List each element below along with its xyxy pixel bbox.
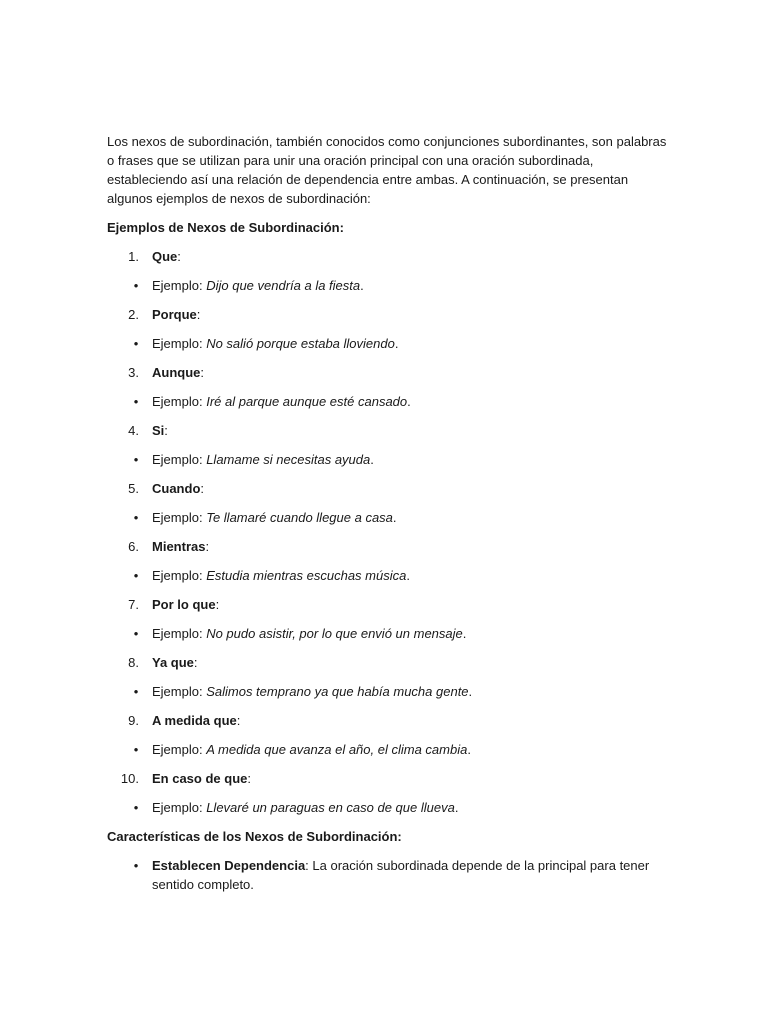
- characteristic-text: : La oración subordinada depende de la principal para tener sentido completo.: [152, 858, 650, 892]
- term-colon: :: [200, 481, 205, 496]
- sentence-end: .: [406, 568, 410, 583]
- term-colon: :: [200, 365, 205, 380]
- example-list-item: [107, 392, 667, 411]
- bullet-icon: •: [133, 800, 139, 815]
- list-number: 2.: [128, 307, 139, 322]
- nexo-term: Porque: [152, 307, 197, 322]
- examples-heading: Ejemplos de Nexos de Subordinación:: [107, 220, 344, 235]
- sentence-end: .: [392, 510, 397, 525]
- list-number: 6.: [128, 539, 139, 554]
- bullet-icon: •: [133, 684, 139, 699]
- sentence-end: .: [468, 684, 473, 699]
- nexo-list-item: [107, 305, 667, 324]
- document-content: [107, 132, 667, 904]
- example-list-item: [107, 450, 667, 469]
- nexo-list-item: [107, 653, 667, 672]
- list-number: 7.: [128, 597, 139, 612]
- list-number: 5.: [128, 481, 139, 496]
- example-sentence: No pudo asistir, por lo que envió un mensaje: [206, 626, 463, 641]
- intro-paragraph: Los nexos de subordinación, también conocidos como conjunciones subordinantes, son palabras o frases que se utilizan para unir una oración principal con una oración subordinada, estableciendo así una relación de dependencia entre ambas. A continuación, se presentan algunos ejemplos de nexos de subordinación:: [107, 134, 667, 206]
- bullet-icon: •: [133, 452, 139, 467]
- example-sentence: Dijo que vendría a la fiesta: [206, 278, 361, 293]
- nexo-list-item: [107, 769, 667, 788]
- list-number: 10.: [120, 771, 139, 786]
- example-prefix: Ejemplo:: [152, 394, 207, 409]
- example-sentence: No salió porque estaba lloviendo: [206, 336, 395, 351]
- example-list-item: [107, 682, 667, 701]
- sentence-end: .: [467, 742, 471, 757]
- bullet-icon: •: [133, 510, 139, 525]
- example-prefix: Ejemplo:: [152, 568, 207, 583]
- nexo-list-item: [107, 363, 667, 382]
- example-prefix: Ejemplo:: [152, 336, 207, 351]
- characteristic-item: [107, 856, 667, 894]
- term-colon: :: [236, 713, 241, 728]
- nexo-list-item: [107, 595, 667, 614]
- sentence-end: .: [370, 452, 374, 467]
- term-colon: :: [215, 597, 220, 612]
- sentence-end: .: [462, 626, 467, 641]
- list-number: 4.: [128, 423, 139, 438]
- example-sentence: Llevaré un paraguas en caso de que llueva: [206, 800, 455, 815]
- nexo-term: Ya que: [152, 655, 194, 670]
- nexo-list-item: [107, 711, 667, 730]
- example-prefix: Ejemplo:: [152, 278, 207, 293]
- characteristic-term: Establecen Dependencia: [152, 858, 306, 873]
- nexo-term: En caso de que: [152, 771, 248, 786]
- example-list-item: [107, 334, 667, 353]
- example-list-item: [107, 798, 667, 817]
- bullet-icon: •: [133, 568, 139, 583]
- characteristics-heading: Características de los Nexos de Subordinación:: [107, 829, 402, 844]
- bullet-icon: •: [133, 394, 139, 409]
- bullet-icon: •: [133, 626, 139, 641]
- bullet-icon: •: [133, 278, 139, 293]
- sentence-end: .: [394, 336, 399, 351]
- nexo-term: Cuando: [152, 481, 201, 496]
- term-colon: :: [205, 539, 210, 554]
- example-prefix: Ejemplo:: [152, 510, 207, 525]
- example-list-item: [107, 566, 667, 585]
- example-sentence: Salimos temprano ya que había mucha gente: [206, 684, 469, 699]
- example-sentence: Estudia mientras escuchas música: [206, 568, 407, 583]
- nexo-list-item: [107, 479, 667, 498]
- example-sentence: A medida que avanza el año, el clima cambia: [206, 742, 468, 757]
- example-list-item: [107, 508, 667, 527]
- example-list-item: [107, 740, 667, 759]
- example-prefix: Ejemplo:: [152, 684, 207, 699]
- nexo-list-item: [107, 247, 667, 266]
- list-number: 9.: [128, 713, 139, 728]
- example-list-item: [107, 276, 667, 295]
- example-sentence: Iré al parque aunque esté cansado: [206, 394, 408, 409]
- nexo-term: Que: [152, 249, 178, 264]
- nexo-term: Aunque: [152, 365, 201, 380]
- example-list-item: [107, 624, 667, 643]
- term-colon: :: [196, 307, 201, 322]
- nexo-list-item: [107, 537, 667, 556]
- term-colon: :: [193, 655, 198, 670]
- example-prefix: Ejemplo:: [152, 452, 207, 467]
- nexo-list-item: [107, 421, 667, 440]
- bullet-icon: •: [133, 336, 139, 351]
- nexo-term: Mientras: [152, 539, 206, 554]
- bullet-icon: •: [133, 742, 139, 757]
- characteristics-list: [107, 856, 667, 894]
- sentence-end: .: [407, 394, 411, 409]
- nexo-term: A medida que: [152, 713, 237, 728]
- example-sentence: Llamame si necesitas ayuda: [206, 452, 371, 467]
- term-colon: :: [247, 771, 251, 786]
- bullet-icon: •: [133, 858, 139, 873]
- nexo-term: Si: [152, 423, 165, 438]
- examples-list: [107, 247, 667, 817]
- term-colon: :: [177, 249, 181, 264]
- sentence-end: .: [360, 278, 364, 293]
- example-prefix: Ejemplo:: [152, 626, 207, 641]
- sentence-end: .: [454, 800, 459, 815]
- example-prefix: Ejemplo:: [152, 800, 207, 815]
- list-number: 8.: [128, 655, 139, 670]
- nexo-term: Por lo que: [152, 597, 216, 612]
- term-colon: :: [164, 423, 168, 438]
- example-sentence: Te llamaré cuando llegue a casa: [206, 510, 393, 525]
- list-number: 3.: [128, 365, 139, 380]
- example-prefix: Ejemplo:: [152, 742, 207, 757]
- list-number: 1.: [128, 249, 139, 264]
